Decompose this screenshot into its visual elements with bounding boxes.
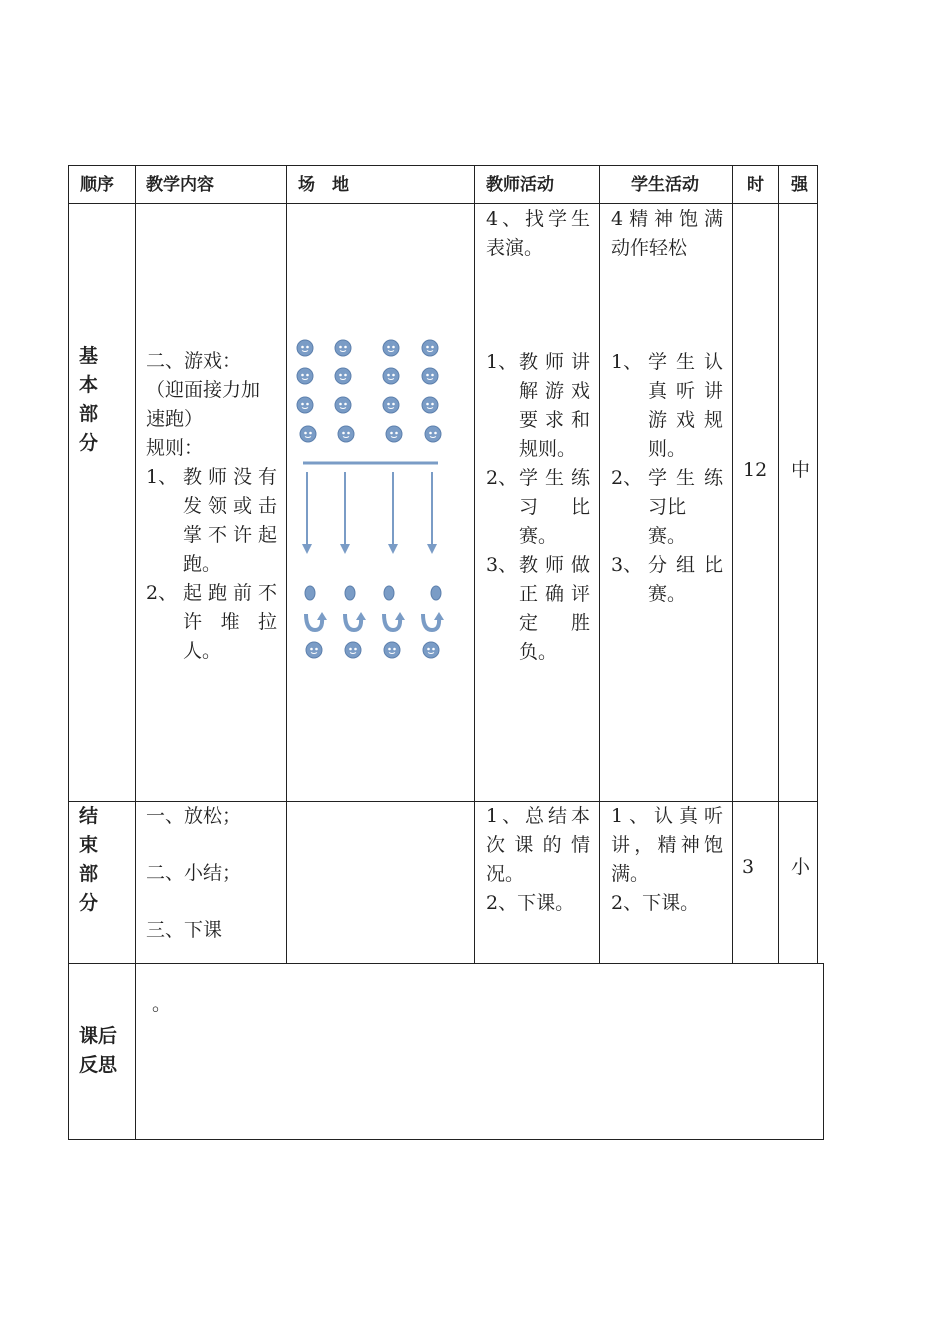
- smiley-face-icon: [297, 368, 313, 384]
- basic-student-steps: [611, 348, 723, 609]
- oval-marker-icon: [305, 586, 315, 600]
- down-arrow-icon: [302, 544, 312, 554]
- reflection-text: 。: [152, 993, 172, 1015]
- basic-teacher-steps: [486, 348, 590, 667]
- basic-student-activity: 4精神饱满 动作轻松: [611, 208, 723, 259]
- header-time: 时: [747, 175, 764, 195]
- header-venue: 场 地: [298, 175, 349, 195]
- section-label-basic: 基 本 部 分: [79, 345, 99, 454]
- smiley-face-icon: [425, 426, 441, 442]
- smiley-face-icon: [383, 368, 399, 384]
- game-name-line-1: （迎面接力加: [146, 379, 261, 401]
- venue-diagram: [287, 204, 474, 801]
- smiley-face-icon: [386, 426, 402, 442]
- down-arrow-icon: [340, 544, 350, 554]
- header-order: 顺序: [80, 175, 114, 195]
- ending-student-activity: 1、认真听 讲，精神饱 满。 2、下课。: [611, 805, 723, 914]
- basic-intensity: 中: [791, 459, 811, 481]
- ending-time: 3: [742, 856, 755, 878]
- smiley-face-icon: [345, 642, 361, 658]
- basic-content: [146, 347, 277, 666]
- ending-teacher-activity: 1、总结本 次课的情 况。 2、下课。: [486, 805, 590, 914]
- list-item: 1、 教师讲 解游戏 要求和 规则。: [486, 351, 590, 460]
- basic-teacher-activity: 4、找学生 表演。: [486, 208, 590, 259]
- list-item: 3、 教师做 正确评 定 胜 负。: [486, 554, 590, 663]
- rules-title: 规则：: [146, 437, 204, 459]
- smiley-face-icon: [300, 426, 316, 442]
- list-item: 1、 学生认 真 听 讲 游 戏 规 则。: [611, 351, 723, 460]
- game-name-line-2: 速跑）: [146, 408, 204, 430]
- smiley-face-icon: [422, 368, 438, 384]
- oval-marker-icon: [384, 586, 394, 600]
- smiley-face-icon: [422, 340, 438, 356]
- turn-arrow-head: [317, 612, 327, 620]
- rule-item: 1、 教师没有 发领或击 掌不许起 跑。: [146, 466, 277, 575]
- ending-content: [146, 802, 277, 945]
- smiley-face-icon: [383, 340, 399, 356]
- smiley-face-icon: [384, 642, 400, 658]
- list-item: 2、 学生练 习比赛。: [611, 467, 723, 547]
- smiley-face-icon: [383, 397, 399, 413]
- smiley-face-icon: [306, 642, 322, 658]
- basic-time: 12: [743, 459, 768, 481]
- turn-arrow-head: [395, 612, 405, 620]
- rule-item: 2、 起跑前不 许 堆 拉 人。: [146, 582, 277, 662]
- header-content: 教学内容: [146, 175, 214, 195]
- oval-marker-icon: [345, 586, 355, 600]
- list-item: 一、放松；: [146, 805, 242, 827]
- smiley-face-icon: [422, 397, 438, 413]
- smiley-face-icon: [335, 368, 351, 384]
- smiley-face-icon: [335, 397, 351, 413]
- down-arrow-icon: [427, 544, 437, 554]
- list-item: 2、 学生练 习 比 赛。: [486, 467, 590, 547]
- game-title: 二、游戏：: [146, 350, 242, 372]
- section-label-ending: 结 束 部 分: [79, 805, 99, 914]
- smiley-face-icon: [423, 642, 439, 658]
- list-item: 三、下课: [146, 919, 223, 941]
- venue-diagram-svg: [287, 204, 474, 801]
- list-item: 二、小结；: [146, 862, 242, 884]
- turn-arrow-head: [434, 612, 444, 620]
- ending-intensity: 小: [791, 856, 811, 878]
- header-intensity: 强: [791, 175, 808, 195]
- smiley-face-icon: [338, 426, 354, 442]
- smiley-face-icon: [335, 340, 351, 356]
- header-teacher-activity: 教师活动: [486, 175, 554, 195]
- header-student-activity: 学生活动: [631, 175, 699, 195]
- list-item: 3、 分组比 赛。: [611, 554, 723, 605]
- reflection-label: 课后 反思: [79, 1025, 118, 1076]
- down-arrow-icon: [388, 544, 398, 554]
- turn-arrow-head: [356, 612, 366, 620]
- smiley-face-icon: [297, 397, 313, 413]
- oval-marker-icon: [431, 586, 441, 600]
- smiley-face-icon: [297, 340, 313, 356]
